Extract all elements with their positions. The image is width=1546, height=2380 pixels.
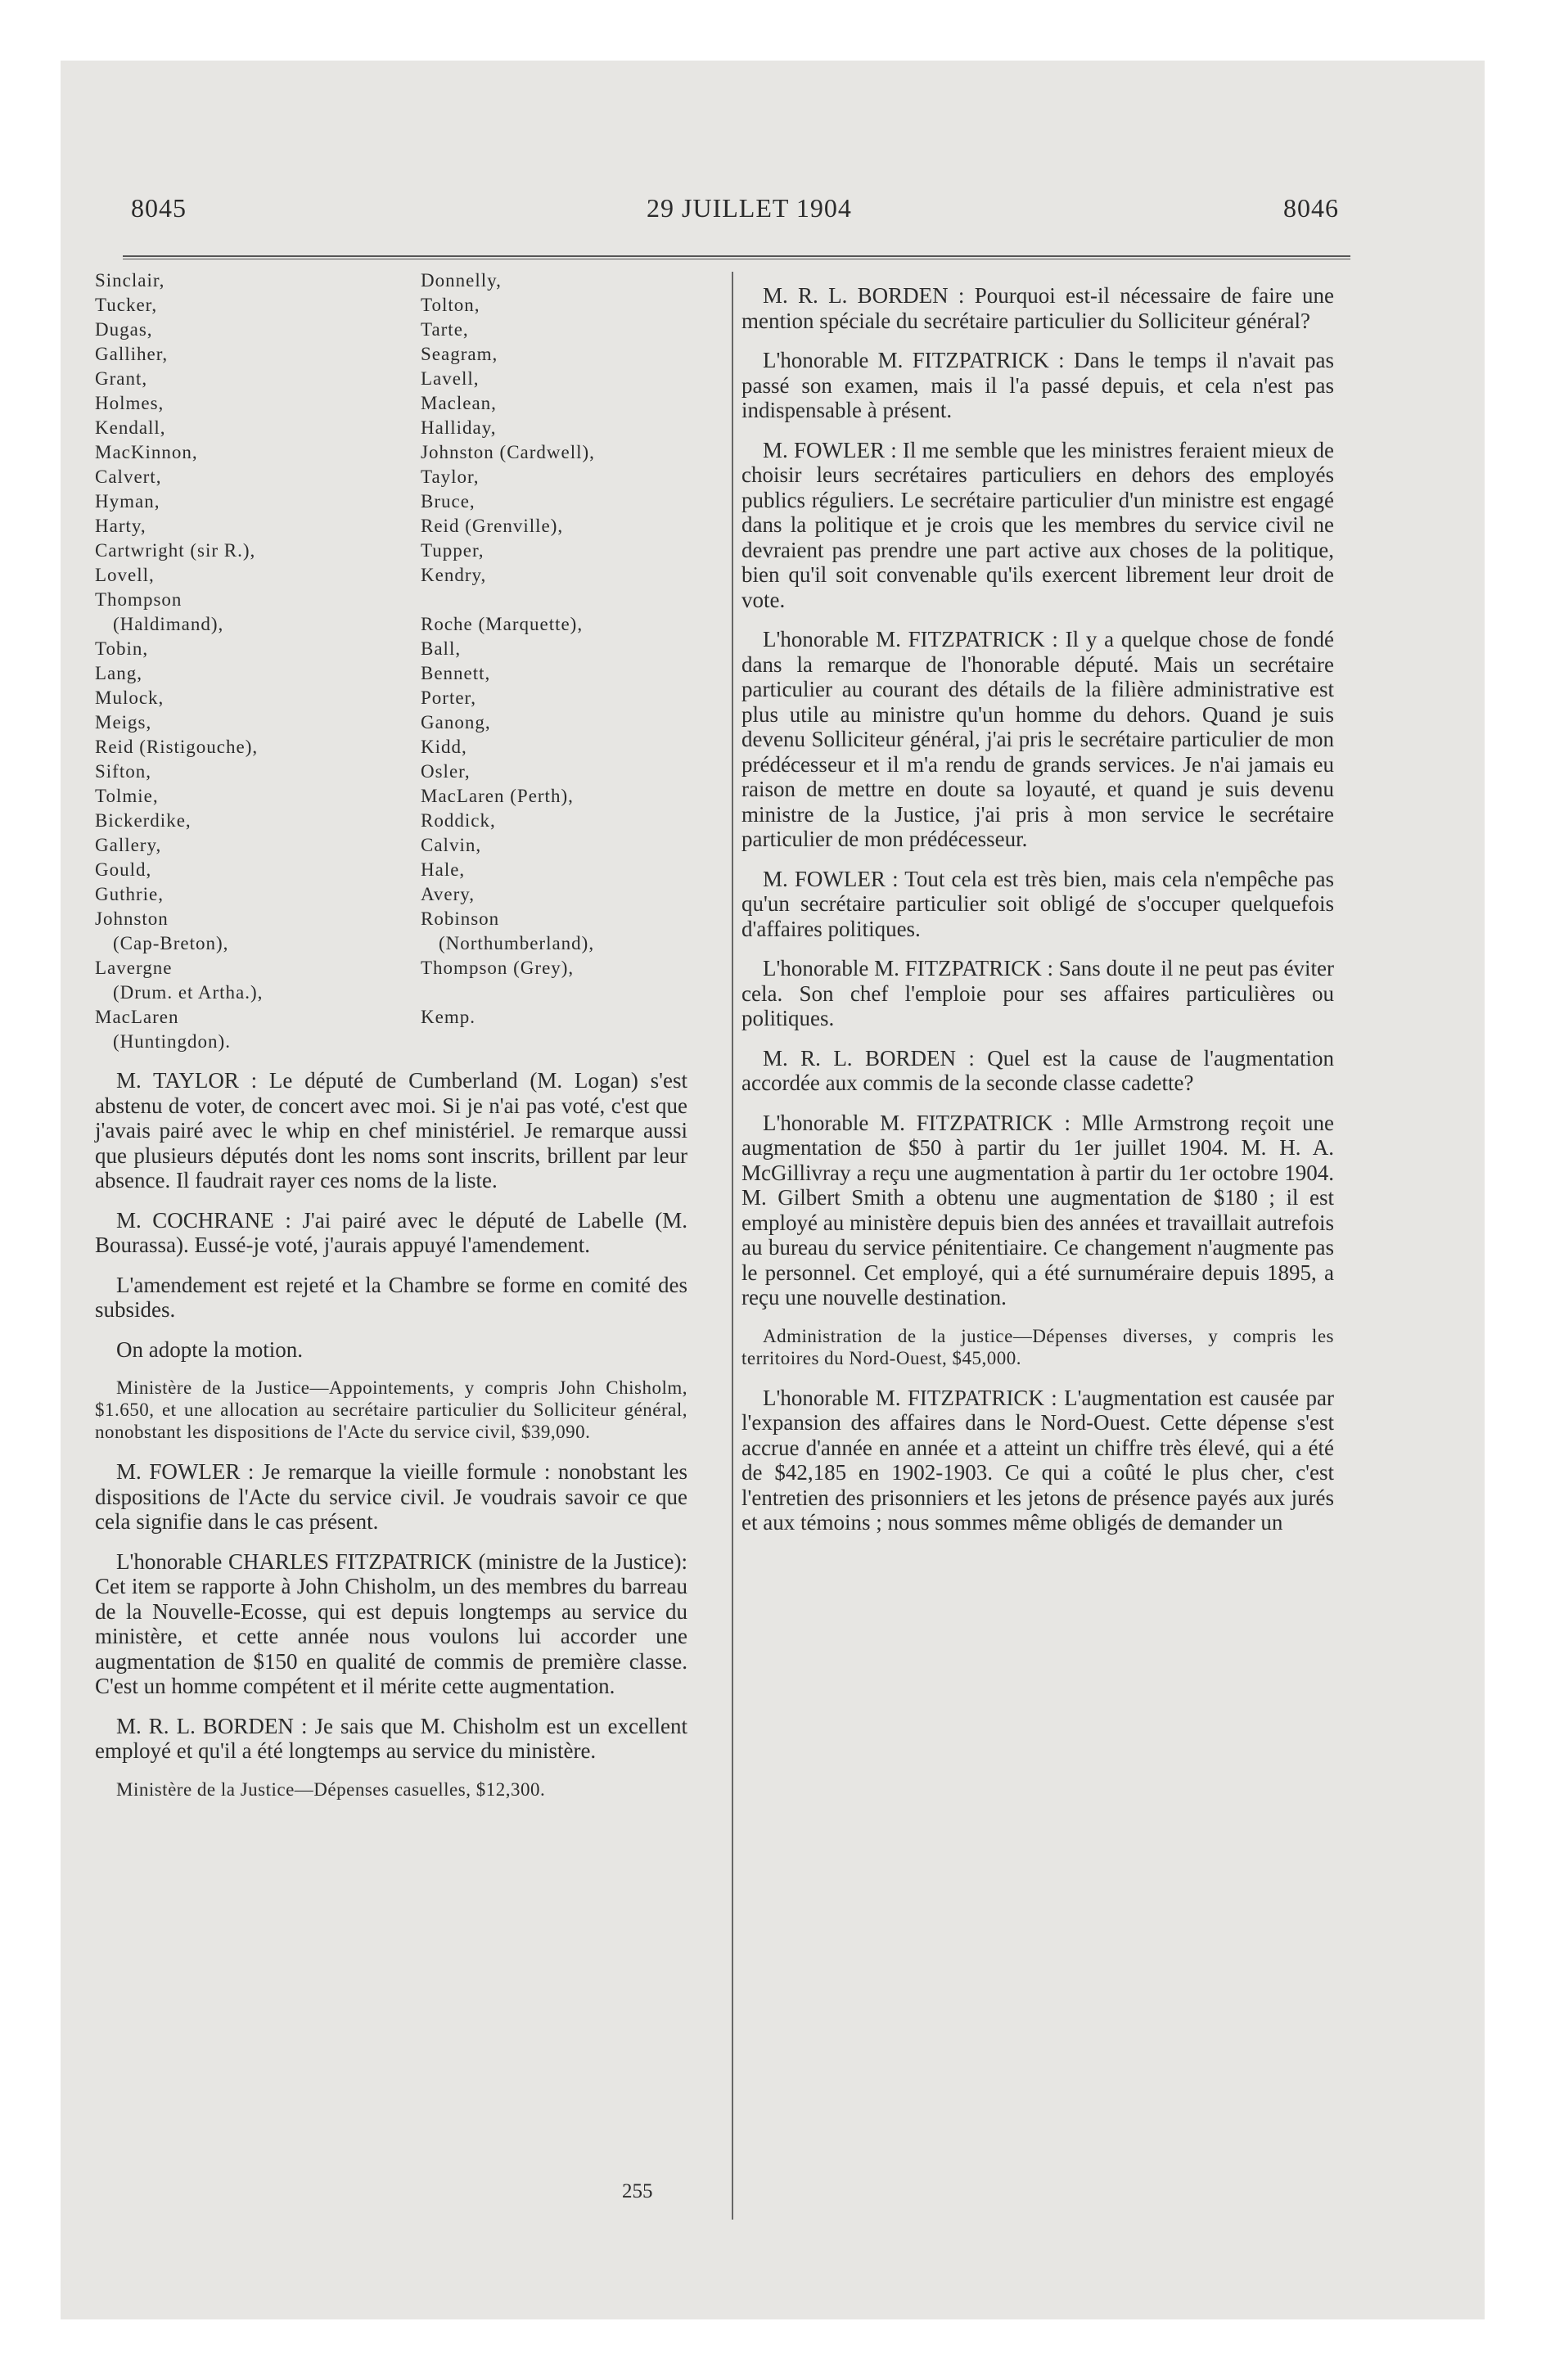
- speech-paragraph: M. R. L. BORDEN : Pourquoi est-il nécessaire de faire une mention spéciale du secrétaire particulier du Solliciteur général?: [741, 283, 1334, 333]
- speech-paragraph: On adopte la motion.: [116, 1336, 303, 1362]
- voter-name: Mulock,: [95, 687, 165, 708]
- voter-name: Cartwright (sir R.),: [95, 540, 256, 561]
- column-divider: [732, 272, 733, 2220]
- right-column-text: [741, 283, 1334, 1550]
- voter-name: Bruce,: [421, 491, 476, 512]
- voter-name: Bennett,: [421, 663, 491, 683]
- vote-names-column-1: [95, 268, 263, 1054]
- page-number: 255: [622, 2180, 653, 2202]
- voter-name: Lavergne: [95, 958, 173, 978]
- voter-name: (Drum. et Artha.),: [113, 982, 264, 1003]
- voter-name: MacLaren: [95, 1007, 179, 1027]
- right-page-number: 8046: [1283, 193, 1339, 223]
- voter-name: Roddick,: [421, 810, 496, 831]
- voter-name: Holmes,: [95, 393, 165, 413]
- voter-name: Kemp.: [421, 1007, 476, 1027]
- voter-name: Tarte,: [421, 319, 469, 340]
- voter-name: Dugas,: [95, 319, 153, 340]
- voter-name: Kendry,: [421, 565, 487, 585]
- voter-name: Porter,: [421, 687, 477, 708]
- voter-name: Hale,: [421, 859, 466, 880]
- voter-name: Kendall,: [95, 417, 166, 438]
- voter-name: Thompson: [95, 589, 183, 610]
- speech-paragraph: M. COCHRANE : J'ai pairé avec le député de Labelle (M. Bourassa). Eussé-je voté, j'aurais appuyé l'amendement.: [95, 1207, 687, 1257]
- voter-name: Avery,: [421, 884, 476, 904]
- voter-name: Gould,: [95, 859, 152, 880]
- header-rule: [123, 255, 1350, 257]
- voter-name: Johnston: [95, 908, 169, 929]
- voter-name: Roche (Marquette),: [421, 614, 584, 634]
- speech-paragraph: M. R. L. BORDEN : Quel est la cause de l'augmentation accordée aux commis de la seconde classe cadette?: [741, 1045, 1334, 1095]
- speech-paragraph: L'honorable M. FITZPATRICK : Dans le temps il n'avait pas passé son examen, mais il l'a passé depuis, et cela n'est pas indispensable à présent.: [741, 348, 1334, 422]
- voter-name: Maclean,: [421, 393, 497, 413]
- left-page-number: 8045: [131, 193, 187, 223]
- voter-name: Sifton,: [95, 761, 151, 782]
- speech-paragraph: L'honorable M. FITZPATRICK : Sans doute il ne peut pas éviter cela. Son chef l'emploie pour ses affaires particulières ou politiques.: [741, 956, 1334, 1030]
- estimate-item: Ministère de la Justice—Appointements, y compris John Chisholm, $1.650, et une allocation au secrétaire particulier du Solliciteur général, nonobstant les dispositions de l'Acte du service civil, $39,090.: [95, 1377, 687, 1442]
- voter-name: MacKinnon,: [95, 442, 198, 462]
- speech-paragraph: M. FOWLER : Tout cela est très bien, mais cela n'empêche pas qu'un secrétaire particulier soit obligé de s'occuper quelquefois d'affaires politiques.: [741, 866, 1334, 941]
- voter-name: MacLaren (Perth),: [421, 786, 574, 806]
- voter-name: Reid (Ristigouche),: [95, 737, 259, 757]
- voter-name: Taylor,: [421, 467, 480, 487]
- voter-name: Tupper,: [421, 540, 485, 561]
- voter-name: (Huntingdon).: [113, 1031, 231, 1052]
- voter-name: Halliday,: [421, 417, 497, 438]
- voter-name: Bickerdike,: [95, 810, 192, 831]
- voter-name: Ball,: [421, 638, 462, 659]
- voter-name: Guthrie,: [95, 884, 165, 904]
- speech-paragraph: M. FOWLER : Il me semble que les ministres feraient mieux de choisir leurs secrétaires particuliers en dehors des employés publics réguliers. Le secrétaire particulier d'un ministre est engagé dans la politique et je crois que les membres du service civil ne devraient pas prendre une part active aux choses de la politique, bien qu'il soit convenable qu'ils exercent librement leur droit de vote.: [741, 437, 1334, 612]
- speech-paragraph: L'honorable M. FITZPATRICK : Mlle Armstrong reçoit une augmentation de $50 à partir du 1er juillet 1904. M. H. A. McGillivray a reçu une augmentation à partir du 1er octobre 1904. M. Gilbert Smith a obtenu une augmentation de $180 ; il est employé au ministère depuis bien des années et travaillait autrefois au bureau du service pénitentiaire. Ce changement n'augmente pas le personnel. Cet employé, qui a été surnuméraire depuis 1895, a reçu une nouvelle destination.: [741, 1110, 1334, 1309]
- voter-name: Calvert,: [95, 467, 162, 487]
- estimate-item: Ministère de la Justice—Dépenses casuelles, $12,300.: [116, 1778, 546, 1800]
- voter-name: Johnston (Cardwell),: [421, 442, 595, 462]
- voter-name: Hyman,: [95, 491, 160, 512]
- speech-paragraph: M. R. L. BORDEN : Je sais que M. Chisholm est un excellent employé et qu'il a été longtemps au service du ministère.: [95, 1713, 687, 1763]
- voter-name: (Cap-Breton),: [113, 933, 229, 953]
- voter-name: Donnelly,: [421, 270, 502, 291]
- speech-paragraph: L'amendement est rejeté et la Chambre se forme en comité des subsides.: [95, 1272, 687, 1322]
- voter-name: (Northumberland),: [439, 933, 595, 953]
- voter-name: Tolton,: [421, 295, 480, 315]
- voter-name: Kidd,: [421, 737, 467, 757]
- voter-name: Gallery,: [95, 835, 162, 855]
- speech-paragraph: L'honorable M. FITZPATRICK : L'augmentation est causée par l'expansion des affaires dans le Nord-Ouest. Cette dépense s'est accrue d'année en année et a atteint un chiffre très élevé, qui a été de $42,185 en 1902-1903. Ce qui a coûté le plus cher, c'est l'entretien des prisonniers et les jetons de présence payés aux jurés et aux témoins ; nous sommes même obligés de demander un: [741, 1385, 1334, 1535]
- voter-name: Galliher,: [95, 344, 169, 364]
- voter-name: (Haldimand),: [113, 614, 224, 634]
- voter-name: Ganong,: [421, 712, 491, 732]
- estimate-item: Administration de la justice—Dépenses diverses, y compris les territoires du Nord-Ouest, $45,000.: [741, 1325, 1334, 1368]
- voter-name: Meigs,: [95, 712, 152, 732]
- speech-paragraph: L'honorable CHARLES FITZPATRICK (ministre de la Justice): Cet item se rapporte à John Chisholm, un des membres du barreau de la Nouvelle-Ecosse, qui est depuis longtemps au service du ministère, et cette année nous voulons lui accorder une augmentation de $150 en qualité de commis de première classe. C'est un homme compétent et il mérite cette augmentation.: [95, 1548, 687, 1698]
- header-date: 29 JUILLET 1904: [647, 193, 852, 223]
- voter-name: Tobin,: [95, 638, 149, 659]
- vote-names-column-2: [421, 268, 595, 1030]
- voter-name: Tucker,: [95, 295, 158, 315]
- voter-name: Lang,: [95, 663, 143, 683]
- speech-paragraph: L'honorable M. FITZPATRICK : Il y a quelque chose de fondé dans la remarque de l'honorable député. Mais un secrétaire particulier au courant des détails de la filière administrative est plus utile au ministre qu'un homme du dehors. Quand je suis devenu Solliciteur général, j'ai pris le secrétaire particulier de mon prédécesseur et il m'a rendu de grands services. Je n'ai jamais eu raison de mettre en doute sa loyauté, et quand je suis devenu ministre de la Justice, j'ai pris à mon service le secrétaire particulier de mon prédécesseur.: [741, 627, 1334, 851]
- voter-name: Robinson: [421, 908, 500, 929]
- voter-name: Reid (Grenville),: [421, 516, 564, 536]
- voter-name: [421, 588, 595, 612]
- voter-name: Calvin,: [421, 835, 482, 855]
- voter-name: Tolmie,: [95, 786, 159, 806]
- voter-name: Harty,: [95, 516, 146, 536]
- voter-name: Thompson (Grey),: [421, 958, 575, 978]
- voter-name: [421, 980, 595, 1005]
- speech-paragraph: M. TAYLOR : Le député de Cumberland (M. Logan) s'est abstenu de voter, de concert avec moi. Si je n'ai pas voté, c'est que j'avais pairé avec le whip en chef ministériel. Je remarque aussi que plusieurs députés dont les noms sont inscrits, brillent par leur absence. Il faudrait rayer ces noms de la liste.: [95, 1068, 687, 1192]
- voter-name: Lavell,: [421, 368, 480, 389]
- voter-name: Osler,: [421, 761, 471, 782]
- voter-name: Seagram,: [421, 344, 498, 364]
- voter-name: Sinclair,: [95, 270, 165, 291]
- speech-paragraph: M. FOWLER : Je remarque la vieille formule : nonobstant les dispositions de l'Acte du service civil. Je voudrais savoir ce que cela signifie dans le cas présent.: [95, 1459, 687, 1534]
- voter-name: Lovell,: [95, 565, 155, 585]
- left-column-text: [95, 1068, 687, 1817]
- voter-name: Grant,: [95, 368, 148, 389]
